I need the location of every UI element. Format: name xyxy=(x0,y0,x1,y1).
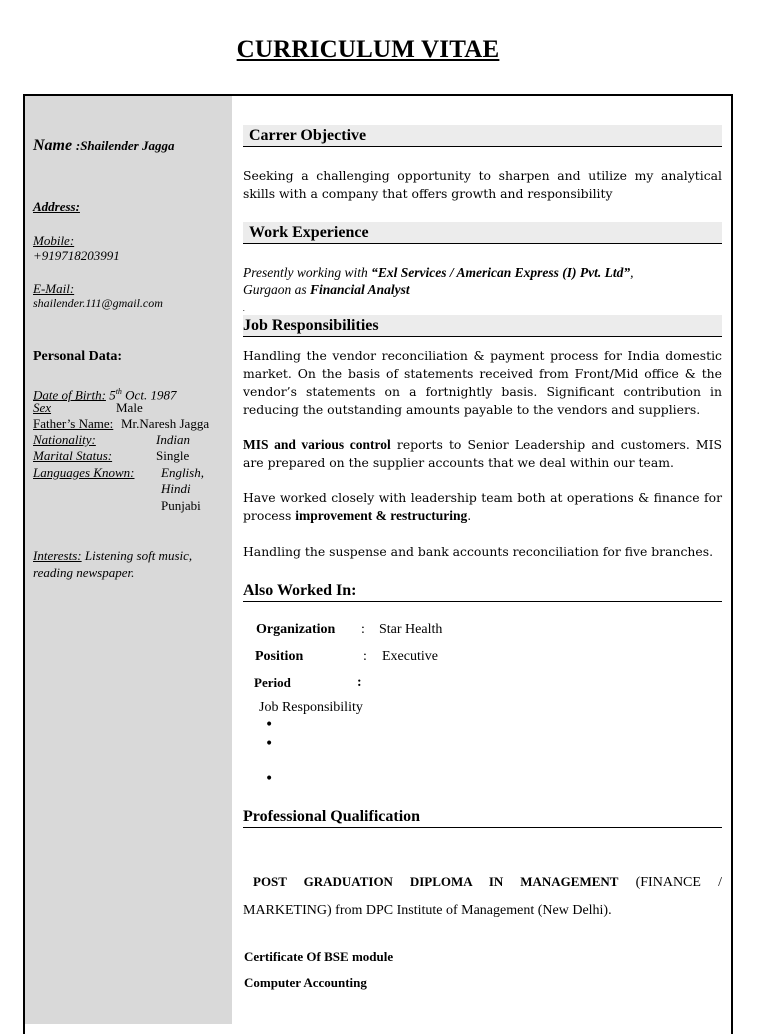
interests-line xyxy=(33,548,192,563)
father-label: Father’s Name: xyxy=(33,416,114,431)
bullet-1: • xyxy=(265,717,274,733)
position-value: Executive xyxy=(382,649,438,664)
interests-value-2: reading newspaper. xyxy=(33,565,135,580)
position-colon: : xyxy=(363,649,367,664)
email-label: E-Mail: xyxy=(33,281,75,296)
work-post: , xyxy=(630,265,634,280)
pg-diploma xyxy=(243,868,722,925)
work-role: Financial Analyst xyxy=(310,282,410,297)
page-title: CURRICULUM VITAE xyxy=(236,36,500,63)
nationality-value: Indian xyxy=(156,432,190,447)
also-worked-heading: Also Worked In: xyxy=(243,580,722,602)
dob-sup: th xyxy=(115,387,122,396)
interests-value: Listening soft music, xyxy=(84,548,193,563)
qualification-heading: Professional Qualification xyxy=(243,806,722,828)
dob-day: 5 xyxy=(109,387,116,403)
period-colon: : xyxy=(357,675,362,690)
position-label: Position xyxy=(255,649,304,664)
pg-rest: (FINANCE / MARKETING) from DPC Institute of Management (New Delhi). xyxy=(243,875,722,918)
org-value: Star Health xyxy=(379,622,443,637)
name-line xyxy=(33,138,174,154)
nationality-label: Nationality: xyxy=(33,432,96,447)
org-colon: : xyxy=(361,622,365,637)
objective-heading: Carrer Objective xyxy=(243,125,722,147)
period-label: Period xyxy=(254,675,291,690)
job-heading: Job Responsibilities xyxy=(243,315,722,337)
language-1: English, xyxy=(161,465,204,480)
marital-value: Single xyxy=(156,448,190,463)
name-label: Name xyxy=(33,137,73,154)
objective-text: Seeking a challenging opportunity to sharpen and utilize my analytical skills with a company that offers growth and responsibility xyxy=(243,168,722,201)
certificate-bse: Certificate Of BSE module xyxy=(244,949,394,964)
pg-bold: POST GRADUATION DIPLOMA IN MANAGEMENT xyxy=(253,874,619,889)
work-pre: Presently working with xyxy=(243,265,372,280)
bullet-2: • xyxy=(265,736,274,752)
language-2: Hindi xyxy=(161,481,191,496)
certificate-accounting: Computer Accounting xyxy=(244,975,367,990)
name-value: :Shailender Jagga xyxy=(75,138,175,153)
job-p3-pre: Have worked closely with leadership team both at operations & finance for process xyxy=(243,490,722,523)
email-value: shailender.111@gmail.com xyxy=(33,296,163,310)
language-3: Punjabi xyxy=(161,498,201,513)
dob-label: Date of Birth: xyxy=(33,387,106,403)
sex-value: Male xyxy=(116,400,143,415)
job-paragraph-3 xyxy=(243,489,722,525)
dob-row xyxy=(33,384,176,402)
interests-label: Interests: xyxy=(33,548,82,563)
personal-data-heading: Personal Data: xyxy=(33,349,123,364)
job-paragraph-4: Handling the suspense and bank accounts reconciliation for five branches. xyxy=(243,544,714,559)
work-company: “Exl Services / American Express (I) Pvt. Ltd” xyxy=(371,265,631,280)
job-p2-rest: reports to Senior Leadership and customers. MIS are prepared on the supplier accounts that we deal within our team. xyxy=(243,437,722,470)
work-heading: Work Experience xyxy=(243,222,722,244)
mobile-value: +919718203991 xyxy=(33,248,120,263)
sex-label: Sex xyxy=(33,400,52,415)
mobile-label: Mobile: xyxy=(33,233,75,248)
bullet-3: • xyxy=(265,771,274,787)
dob-rest: Oct. 1987 xyxy=(121,387,177,403)
work-dot: . xyxy=(243,304,245,313)
job-paragraph-2 xyxy=(243,436,722,472)
org-label: Organization xyxy=(256,622,336,637)
marital-label: Marital Status: xyxy=(33,448,113,463)
job-responsibility-label: Job Responsibility xyxy=(259,700,363,715)
languages-label: Languages Known: xyxy=(33,465,135,480)
work-location: Gurgaon as xyxy=(243,282,311,297)
work-line-1 xyxy=(243,264,722,315)
job-p2-bold: MIS and various control xyxy=(243,437,391,452)
address-label: Address: xyxy=(33,199,80,214)
job-p3-bold: improvement & restructuring xyxy=(295,508,468,523)
job-paragraph-1: Handling the vendor reconciliation & payment process for India domestic market. On the basis of statements received from Front/Mid office & the vendor’s statements on a fortnightly basis. Significant contribution in reducing the outstanding amounts payable to the vendors and suppliers. xyxy=(243,348,722,417)
job-p3-post: . xyxy=(467,508,472,523)
father-value: Mr.Naresh Jagga xyxy=(121,416,210,431)
